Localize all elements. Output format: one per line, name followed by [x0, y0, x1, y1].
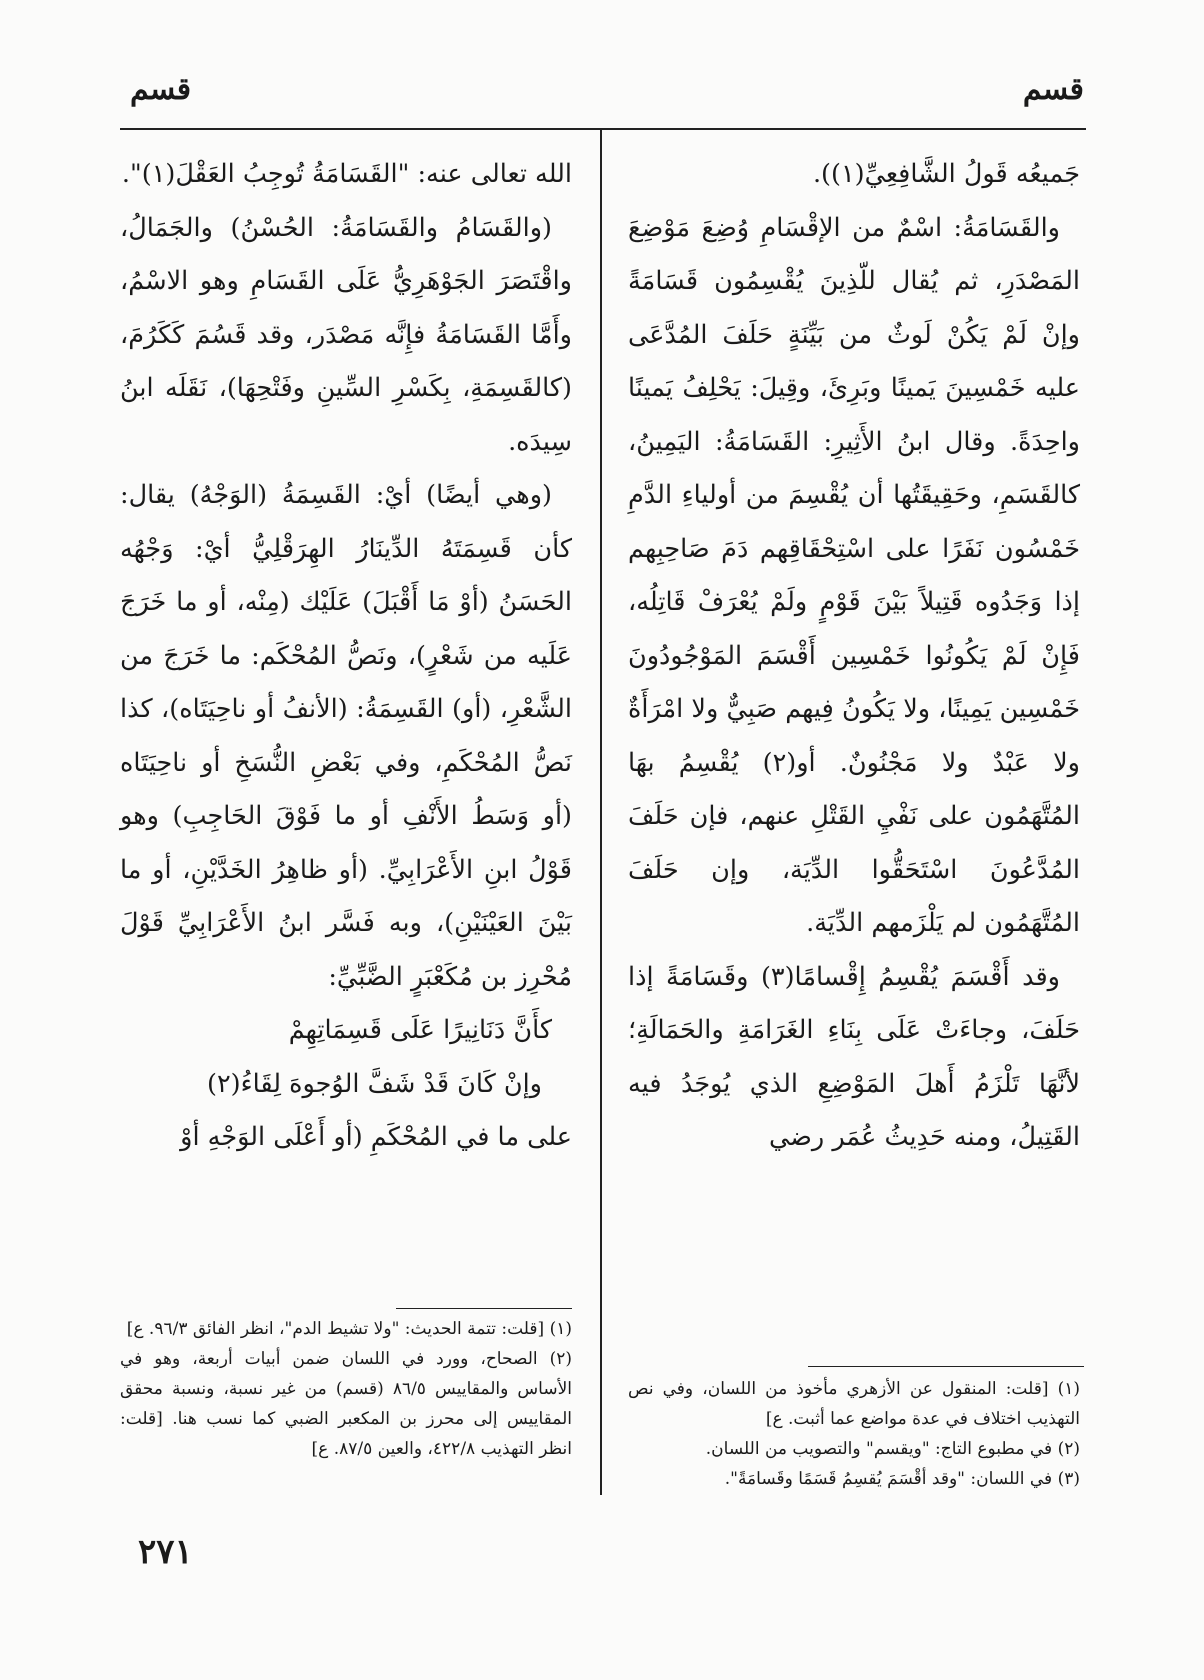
left-footnotes [120, 1314, 572, 1464]
footnote: (١) [قلت: تتمة الحديث: "ولا تشيط الدم"، انظر الفائق ٩٦/٣. ع] [126, 1319, 572, 1339]
paragraph: على ما في المُحْكَمِ (أو أَعْلَى الوَجْهِ أوْ [180, 1122, 572, 1152]
right-footnotes [628, 1374, 1080, 1494]
running-header-left: قسم [130, 72, 192, 107]
page-number: ٢٧١ [138, 1532, 193, 1572]
right-column [628, 148, 1080, 1165]
header-rule [120, 128, 1086, 130]
paragraph: والقَسَامَةُ: اسْمٌ من الإقْسَامِ وُضِعَ مَوْضِعَ المَصْدَرِ، ثم يُقال للّذِينَ يُقْسِمُون قَسَامَةً وإنْ لَمْ يَكُنْ لَوثٌ من بَيِّنَةٍ حَلَفَ المُدَّعَى عليه خَمْسِينَ يَمينًا وبَرِئَ، وقِيلَ: يَحْلِفُ يَمينًا واحِدَةً. وقال ابنُ الأَثِيرِ: القَسَامَةُ: اليَمِينُ، كالقَسَمِ، وحَقِيقَتُها أن يُقْسِمَ من أولياءِ الدَّمِ خَمْسُون نَفَرًا على اسْتِحْقَاقِهم دَمَ صَاحِبِهم إذا وَجَدُوه قَتِيلاً بَيْنَ قَوْمٍ ولَمْ يُعْرَفْ قَاتِلُه، فَإِنْ لَمْ يَكُونُوا خَمْسِين أَقْسَمَ المَوْجُودُونَ خَمْسِين يَمِينًا، ولا يَكُونُ فِيهم صَبِيٌّ ولا امْرَأَةٌ ولا عَبْدٌ ولا مَجْنُونٌ. أو(٢) يُقْسِمُ بهَا المُتَّهَمُون على نَفْيِ القَتْلِ عنهم، فإن حَلَفَ المُدَّعُونَ اسْتَحَقُّوا الدِّيَة، وإن حَلَفَ المُتَّهَمُون لم يَلْزَمهم الدِّيَة. [628, 212, 1080, 938]
running-header-right: قسم [1022, 72, 1084, 107]
footnote: (٢) في مطبوع التاج: "ويقسم" والتصويب من اللسان. [705, 1439, 1080, 1459]
paragraph: جَميعُه قَولُ الشَّافِعِيِّ(١)). [812, 159, 1080, 189]
footnote: (٣) في اللسان: "وقد أقْسَمَ يُقسِمُ قَسَمًا وقَسامَةً". [724, 1469, 1080, 1489]
verse-line-2: وإنْ كَانَ قَدْ شَفَّ الوُجوهَ لِقَاءُ(٢) [207, 1068, 542, 1099]
verse-line-1: كأَنَّ دَنَانِيرًا عَلَى قَسِمَاتِهِمْ [288, 1015, 552, 1045]
paragraph: وقد أَقْسَمَ يُقْسِمُ إِقْسامًا(٣) وقَسَامَةً إذا حَلَفَ، وجاءَتْ عَلَى بِنَاءِ الغَرَامَةِ والحَمَالَةِ؛ لأنَّهَا تَلْزَمُ أَهلَ المَوْضِعِ الذي يُوجَدُ فيه القَتِيلُ، ومنه حَدِيثُ عُمَر رضي [628, 961, 1080, 1152]
footnote-rule-right [808, 1366, 1084, 1367]
footnote: (٢) الصحاح، وورد في اللسان ضمن أبيات أربعة، وهو في الأساس والمقاييس ٨٦/٥ (قسم) من غير نسبة، ونسبة محقق المقاييس إلى محرز بن المكعبر الضبي كما نسب هنا. [قلت: انظر التهذيب ٤٢٢/٨، والعين ٨٧/٥. ع] [120, 1349, 573, 1459]
paragraph: (والقَسَامُ والقَسَامَةُ: الحُسْنُ) والجَمَالُ، واقْتَصَرَ الجَوْهَرِيُّ عَلَى القَسَامِ وهو الاسْمُ، وأَمَّا القَسَامَةُ فإِنَّه مَصْدَر، وقد قَسُمَ كَكَرُمَ، (كالقَسِمَةِ، بِكَسْرِ السِّينِ وفَتْحِهَا)، نَقَلَه ابنُ سِيدَه. [120, 212, 572, 457]
footnote: (١) [قلت: المنقول عن الأزهري مأخوذ من اللسان، وفي نص التهذيب اختلاف في عدة مواضع عما أثبت. ع] [628, 1379, 1080, 1429]
column-divider [600, 130, 602, 1495]
left-column [120, 148, 572, 1165]
footnote-rule-left [396, 1308, 572, 1309]
paragraph: الله تعالى عنه: "القَسَامَةُ تُوجِبُ العَقْلَ(١)". [121, 159, 572, 189]
paragraph: (وهي أيضًا) أيْ: القَسِمَةُ (الوَجْهُ) يقال: كأن قَسِمَتَهُ الدِّينَارُ الهِرَقْلِيُّ أيْ: وَجْهُه الحَسَنُ (أوْ مَا أَقْبَلَ) عَلَيْك (مِنْه، أو ما خَرَجَ عَلَيه من شَعْرٍ)، ونَصُّ المُحْكَم: ما خَرَجَ من الشَّعْرِ، (أو) القَسِمَةُ: (الأنفُ أو ناحِيَتَاه)، كذا نَصُّ المُحْكَمِ، وفي بَعْضِ النُّسَخِ أو ناحِيَتَاه (أو وَسَطُ الأَنْفِ أو ما فَوْقَ الحَاجِبِ) وهو قَوْلُ ابنِ الأَعْرَابِيِّ. (أو ظاهِرُ الخَدَّيْنِ، أو ما بَيْنَ العَيْنَيْنِ)، وبه فَسَّر ابنُ الأَعْرَابِيِّ قَوْلَ مُحْرِز بن مُكَعْبَرٍ الضَّبِّيِّ: [120, 480, 572, 992]
